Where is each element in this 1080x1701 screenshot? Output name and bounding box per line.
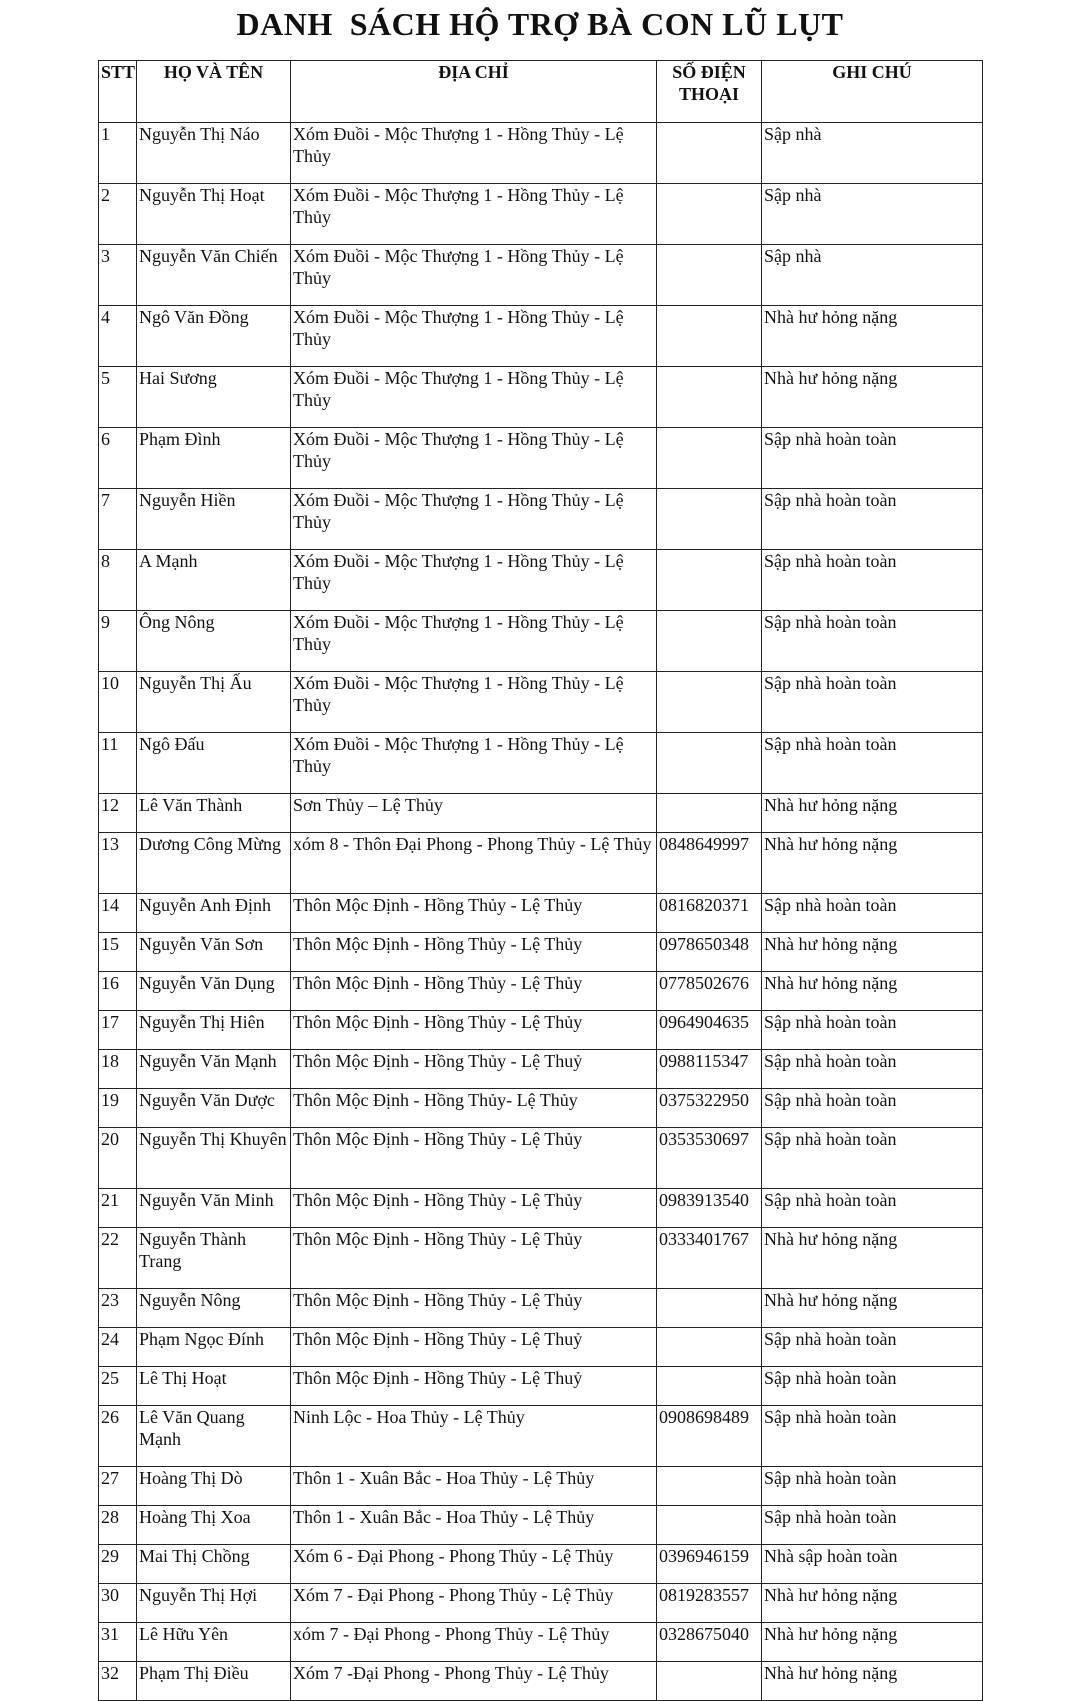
cell-address: Thôn Mộc Định - Hồng Thủy - Lệ Thủy <box>291 894 657 933</box>
cell-phone <box>657 123 762 184</box>
cell-address: Thôn Mộc Định - Hồng Thủy - Lệ Thủy <box>291 972 657 1011</box>
cell-phone <box>657 1662 762 1701</box>
cell-address: Xóm Đuồi - Mộc Thượng 1 - Hồng Thủy - Lệ Thủy <box>291 672 657 733</box>
cell-note: Nhà hư hỏng nặng <box>762 933 983 972</box>
cell-name: Nguyễn Thị Náo <box>137 123 291 184</box>
cell-name: Mai Thị Chồng <box>137 1545 291 1584</box>
cell-name: Lê Văn Quang Mạnh <box>137 1406 291 1467</box>
cell-name: Nguyễn Văn Chiến <box>137 245 291 306</box>
table-row <box>99 611 983 672</box>
cell-stt: 19 <box>99 1089 137 1128</box>
cell-stt: 8 <box>99 550 137 611</box>
cell-phone: 0983913540 <box>657 1189 762 1228</box>
table-row <box>99 1189 983 1228</box>
cell-name: Ngô Đấu <box>137 733 291 794</box>
cell-name: Ngô Văn Đồng <box>137 306 291 367</box>
cell-address: Xóm Đuồi - Mộc Thượng 1 - Hồng Thủy - Lệ Thủy <box>291 733 657 794</box>
cell-name: Lê Hữu Yên <box>137 1623 291 1662</box>
cell-note: Nhà hư hỏng nặng <box>762 1623 983 1662</box>
header-address: ĐỊA CHỈ <box>291 61 657 123</box>
cell-address: Xóm 6 - Đại Phong - Phong Thủy - Lệ Thủy <box>291 1545 657 1584</box>
cell-address: Xóm Đuồi - Mộc Thượng 1 - Hồng Thủy - Lệ Thủy <box>291 367 657 428</box>
cell-address: Xóm Đuồi - Mộc Thượng 1 - Hồng Thủy - Lệ Thủy <box>291 550 657 611</box>
cell-note: Nhà hư hỏng nặng <box>762 306 983 367</box>
cell-name: Lê Văn Thành <box>137 794 291 833</box>
cell-note: Sập nhà hoàn toàn <box>762 489 983 550</box>
cell-note: Sập nhà hoàn toàn <box>762 1011 983 1050</box>
table-row <box>99 794 983 833</box>
cell-note: Sập nhà hoàn toàn <box>762 1467 983 1506</box>
cell-phone: 0964904635 <box>657 1011 762 1050</box>
cell-stt: 21 <box>99 1189 137 1228</box>
cell-stt: 27 <box>99 1467 137 1506</box>
table-row <box>99 1584 983 1623</box>
table-row <box>99 1011 983 1050</box>
cell-stt: 3 <box>99 245 137 306</box>
cell-note: Sập nhà hoàn toàn <box>762 428 983 489</box>
cell-stt: 1 <box>99 123 137 184</box>
table-row <box>99 972 983 1011</box>
cell-phone <box>657 428 762 489</box>
cell-address: Thôn Mộc Định - Hồng Thủy - Lệ Thuỷ <box>291 1367 657 1406</box>
cell-stt: 23 <box>99 1289 137 1328</box>
cell-phone: 0816820371 <box>657 894 762 933</box>
cell-phone: 0328675040 <box>657 1623 762 1662</box>
cell-address: Xóm Đuồi - Mộc Thượng 1 - Hồng Thủy - Lệ Thủy <box>291 428 657 489</box>
cell-note: Sập nhà hoàn toàn <box>762 1506 983 1545</box>
cell-phone <box>657 1367 762 1406</box>
cell-address: Xóm Đuồi - Mộc Thượng 1 - Hồng Thủy - Lệ Thủy <box>291 611 657 672</box>
cell-address: Xóm Đuồi - Mộc Thượng 1 - Hồng Thủy - Lệ Thủy <box>291 245 657 306</box>
cell-name: Nguyễn Thị Hoạt <box>137 184 291 245</box>
cell-name: Nguyễn Thành Trang <box>137 1228 291 1289</box>
cell-stt: 12 <box>99 794 137 833</box>
table-row <box>99 1050 983 1089</box>
cell-note: Nhà hư hỏng nặng <box>762 367 983 428</box>
cell-address: Thôn Mộc Định - Hồng Thủy - Lệ Thuỷ <box>291 1050 657 1089</box>
cell-note: Nhà hư hỏng nặng <box>762 1584 983 1623</box>
cell-phone <box>657 794 762 833</box>
cell-note: Nhà hư hỏng nặng <box>762 794 983 833</box>
cell-name: Nguyễn Văn Sơn <box>137 933 291 972</box>
table-row <box>99 1328 983 1367</box>
table-row <box>99 1128 983 1189</box>
header-note: GHI CHÚ <box>762 61 983 123</box>
table-row <box>99 1623 983 1662</box>
cell-stt: 17 <box>99 1011 137 1050</box>
cell-stt: 2 <box>99 184 137 245</box>
cell-phone <box>657 1289 762 1328</box>
cell-address: Xóm Đuồi - Mộc Thượng 1 - Hồng Thủy - Lệ Thủy <box>291 306 657 367</box>
cell-name: Hai Sương <box>137 367 291 428</box>
cell-phone <box>657 672 762 733</box>
cell-note: Sập nhà hoàn toàn <box>762 1367 983 1406</box>
cell-stt: 30 <box>99 1584 137 1623</box>
cell-phone: 0396946159 <box>657 1545 762 1584</box>
table-row <box>99 1545 983 1584</box>
cell-phone: 0978650348 <box>657 933 762 972</box>
cell-stt: 11 <box>99 733 137 794</box>
cell-phone <box>657 550 762 611</box>
document-title: DANH SÁCH HỘ TRỢ BÀ CON LŨ LỤT <box>236 6 844 42</box>
cell-name: Hoàng Thị Dò <box>137 1467 291 1506</box>
cell-name: Nguyễn Thị Hiên <box>137 1011 291 1050</box>
table-row <box>99 1467 983 1506</box>
table-row <box>99 1406 983 1467</box>
cell-phone <box>657 1328 762 1367</box>
household-table <box>98 60 983 1701</box>
table-row <box>99 245 983 306</box>
cell-address: Thôn Mộc Định - Hồng Thủy - Lệ Thủy <box>291 1228 657 1289</box>
table-header-row <box>99 61 983 123</box>
cell-name: Nguyễn Nông <box>137 1289 291 1328</box>
cell-stt: 32 <box>99 1662 137 1701</box>
cell-phone <box>657 367 762 428</box>
table-row <box>99 1089 983 1128</box>
cell-phone <box>657 1467 762 1506</box>
cell-note: Sập nhà hoàn toàn <box>762 611 983 672</box>
table-row <box>99 367 983 428</box>
cell-stt: 9 <box>99 611 137 672</box>
header-stt: STT <box>99 61 137 123</box>
cell-name: Nguyễn Hiền <box>137 489 291 550</box>
cell-stt: 24 <box>99 1328 137 1367</box>
cell-address: Sơn Thủy – Lệ Thủy <box>291 794 657 833</box>
cell-stt: 14 <box>99 894 137 933</box>
table-row <box>99 1662 983 1701</box>
cell-address: Thôn Mộc Định - Hồng Thủy - Lệ Thủy <box>291 933 657 972</box>
cell-name: Dương Công Mừng <box>137 833 291 894</box>
table-row <box>99 1289 983 1328</box>
cell-stt: 7 <box>99 489 137 550</box>
cell-phone <box>657 184 762 245</box>
cell-stt: 31 <box>99 1623 137 1662</box>
cell-address: xóm 8 - Thôn Đại Phong - Phong Thủy - Lệ Thủy <box>291 833 657 894</box>
cell-phone: 0778502676 <box>657 972 762 1011</box>
cell-address: Thôn 1 - Xuân Bắc - Hoa Thủy - Lệ Thủy <box>291 1467 657 1506</box>
cell-note: Sập nhà hoàn toàn <box>762 672 983 733</box>
cell-phone <box>657 611 762 672</box>
cell-stt: 4 <box>99 306 137 367</box>
cell-address: xóm 7 - Đại Phong - Phong Thủy - Lệ Thủy <box>291 1623 657 1662</box>
cell-name: Nguyễn Thị Ấu <box>137 672 291 733</box>
cell-note: Nhà hư hỏng nặng <box>762 1662 983 1701</box>
cell-stt: 29 <box>99 1545 137 1584</box>
cell-phone: 0353530697 <box>657 1128 762 1189</box>
cell-stt: 25 <box>99 1367 137 1406</box>
cell-address: Thôn Mộc Định - Hồng Thủy - Lệ Thủy <box>291 1289 657 1328</box>
cell-note: Nhà hư hỏng nặng <box>762 972 983 1011</box>
table-row <box>99 184 983 245</box>
cell-name: A Mạnh <box>137 550 291 611</box>
cell-note: Sập nhà hoàn toàn <box>762 733 983 794</box>
cell-note: Sập nhà hoàn toàn <box>762 550 983 611</box>
table-row <box>99 1228 983 1289</box>
table-row <box>99 428 983 489</box>
cell-note: Nhà hư hỏng nặng <box>762 833 983 894</box>
table-row <box>99 123 983 184</box>
cell-address: Xóm Đuồi - Mộc Thượng 1 - Hồng Thủy - Lệ Thủy <box>291 489 657 550</box>
table-row <box>99 489 983 550</box>
cell-address: Thôn Mộc Định - Hồng Thủy - Lệ Thủy <box>291 1011 657 1050</box>
cell-note: Sập nhà <box>762 245 983 306</box>
cell-phone <box>657 489 762 550</box>
cell-address: Xóm Đuồi - Mộc Thượng 1 - Hồng Thủy - Lệ Thủy <box>291 184 657 245</box>
cell-name: Hoàng Thị Xoa <box>137 1506 291 1545</box>
cell-phone: 0908698489 <box>657 1406 762 1467</box>
cell-address: Thôn Mộc Định - Hồng Thủy- Lệ Thủy <box>291 1089 657 1128</box>
cell-stt: 16 <box>99 972 137 1011</box>
cell-stt: 6 <box>99 428 137 489</box>
table-row <box>99 672 983 733</box>
cell-note: Nhà sập hoàn toàn <box>762 1545 983 1584</box>
cell-address: Thôn 1 - Xuân Bắc - Hoa Thủy - Lệ Thủy <box>291 1506 657 1545</box>
cell-note: Sập nhà hoàn toàn <box>762 1189 983 1228</box>
cell-name: Nguyễn Thị Hợi <box>137 1584 291 1623</box>
cell-phone <box>657 245 762 306</box>
cell-name: Phạm Thị Điều <box>137 1662 291 1701</box>
cell-address: Xóm 7 - Đại Phong - Phong Thủy - Lệ Thủy <box>291 1584 657 1623</box>
cell-note: Sập nhà hoàn toàn <box>762 1328 983 1367</box>
cell-name: Phạm Đình <box>137 428 291 489</box>
cell-address: Ninh Lộc - Hoa Thủy - Lệ Thủy <box>291 1406 657 1467</box>
table-row <box>99 1367 983 1406</box>
cell-phone: 0988115347 <box>657 1050 762 1089</box>
cell-note: Sập nhà hoàn toàn <box>762 1406 983 1467</box>
cell-stt: 15 <box>99 933 137 972</box>
cell-name: Nguyễn Anh Định <box>137 894 291 933</box>
cell-stt: 10 <box>99 672 137 733</box>
header-phone: SỐ ĐIỆN THOẠI <box>657 61 762 123</box>
cell-phone <box>657 306 762 367</box>
cell-stt: 13 <box>99 833 137 894</box>
cell-note: Sập nhà hoàn toàn <box>762 894 983 933</box>
cell-phone: 0333401767 <box>657 1228 762 1289</box>
table-row <box>99 1506 983 1545</box>
header-name: HỌ VÀ TÊN <box>137 61 291 123</box>
cell-phone <box>657 733 762 794</box>
cell-note: Sập nhà hoàn toàn <box>762 1089 983 1128</box>
cell-note: Sập nhà hoàn toàn <box>762 1050 983 1089</box>
cell-name: Phạm Ngọc Đính <box>137 1328 291 1367</box>
cell-phone: 0375322950 <box>657 1089 762 1128</box>
cell-stt: 22 <box>99 1228 137 1289</box>
cell-note: Nhà hư hỏng nặng <box>762 1228 983 1289</box>
cell-name: Lê Thị Hoạt <box>137 1367 291 1406</box>
cell-name: Nguyễn Văn Dược <box>137 1089 291 1128</box>
cell-note: Sập nhà <box>762 123 983 184</box>
cell-address: Thôn Mộc Định - Hồng Thủy - Lệ Thủy <box>291 1128 657 1189</box>
cell-stt: 20 <box>99 1128 137 1189</box>
cell-phone <box>657 1506 762 1545</box>
table-row <box>99 933 983 972</box>
cell-phone: 0848649997 <box>657 833 762 894</box>
cell-note: Sập nhà hoàn toàn <box>762 1128 983 1189</box>
cell-stt: 26 <box>99 1406 137 1467</box>
cell-address: Thôn Mộc Định - Hồng Thủy - Lệ Thủy <box>291 1189 657 1228</box>
cell-name: Nguyễn Thị Khuyên <box>137 1128 291 1189</box>
cell-note: Sập nhà <box>762 184 983 245</box>
cell-address: Xóm 7 -Đại Phong - Phong Thủy - Lệ Thủy <box>291 1662 657 1701</box>
cell-name: Nguyễn Văn Dụng <box>137 972 291 1011</box>
cell-note: Nhà hư hỏng nặng <box>762 1289 983 1328</box>
cell-name: Ông Nông <box>137 611 291 672</box>
cell-address: Thôn Mộc Định - Hồng Thủy - Lệ Thuỷ <box>291 1328 657 1367</box>
table-row <box>99 733 983 794</box>
cell-name: Nguyễn Văn Mạnh <box>137 1050 291 1089</box>
table-row <box>99 833 983 894</box>
cell-phone: 0819283557 <box>657 1584 762 1623</box>
cell-stt: 18 <box>99 1050 137 1089</box>
table-row <box>99 550 983 611</box>
table-row <box>99 894 983 933</box>
table-row <box>99 306 983 367</box>
cell-address: Xóm Đuồi - Mộc Thượng 1 - Hồng Thủy - Lệ Thủy <box>291 123 657 184</box>
cell-name: Nguyễn Văn Minh <box>137 1189 291 1228</box>
cell-stt: 5 <box>99 367 137 428</box>
cell-stt: 28 <box>99 1506 137 1545</box>
